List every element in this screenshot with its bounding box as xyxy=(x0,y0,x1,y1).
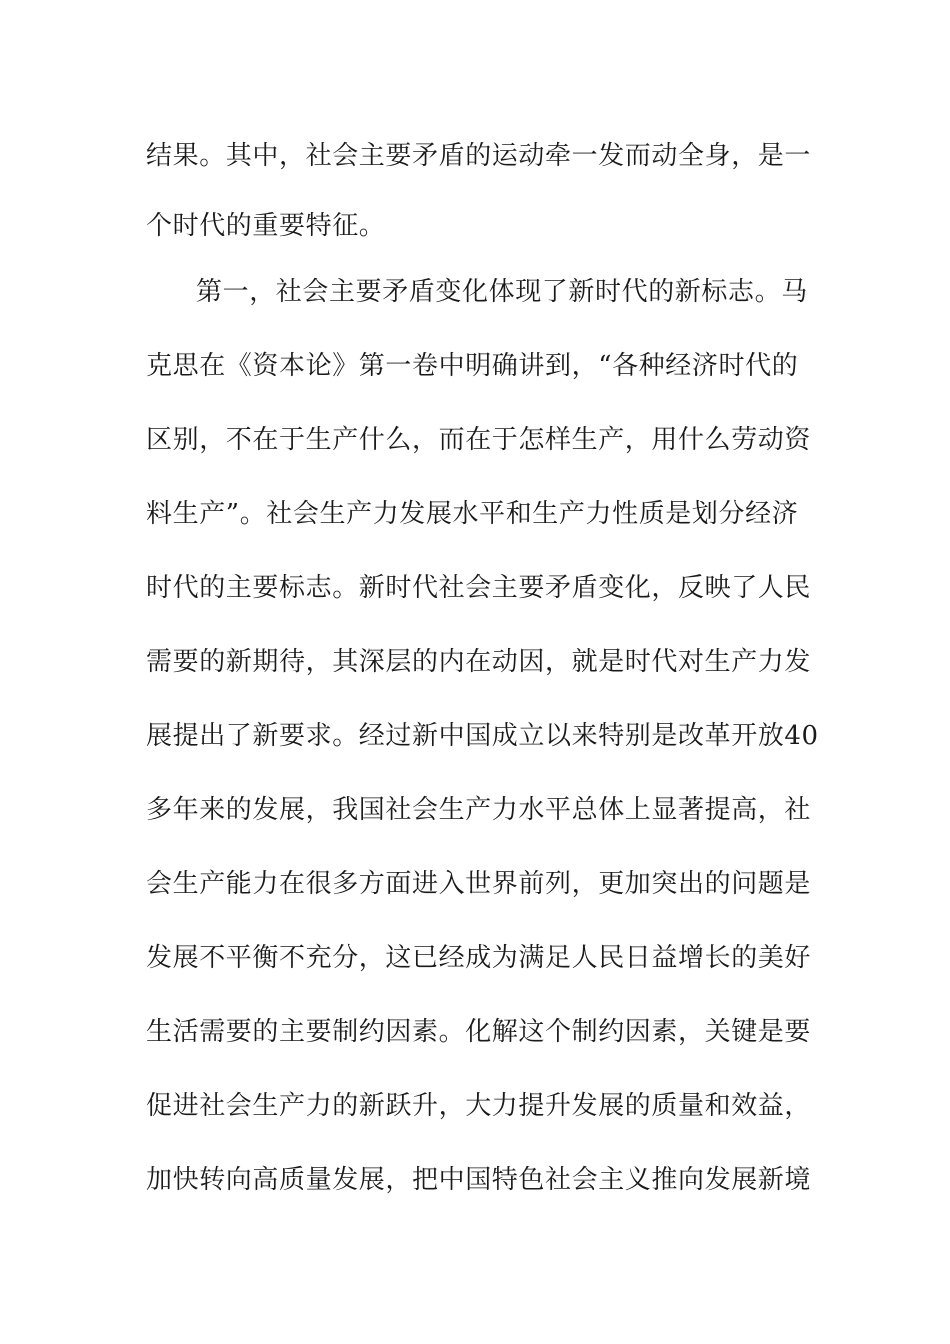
text-line: 生活需要的主要制约因素。化解这个制约因素，关键是要 xyxy=(146,1017,812,1047)
text-line: 克思在《资本论》第一卷中明确讲到，“各种经济时代的 xyxy=(146,351,799,381)
text-line: 发展不平衡不充分，这已经成为满足人民日益增长的美好 xyxy=(146,943,812,973)
text-line: 区别，不在于生产什么，而在于怎样生产，用什么劳动资 xyxy=(146,425,812,455)
text-line: 个时代的重要特征。 xyxy=(146,211,386,241)
text-line: 展提出了新要求。经过新中国成立以来特别是改革开放40 xyxy=(146,721,819,751)
text-line: 料生产”。社会生产力发展水平和生产力性质是划分经济 xyxy=(146,499,799,529)
text-line: 会生产能力在很多方面进入世界前列，更加突出的问题是 xyxy=(146,869,812,899)
text-line: 需要的新期待，其深层的内在动因，就是时代对生产力发 xyxy=(146,647,812,677)
text-line: 结果。其中，社会主要矛盾的运动牵一发而动全身，是一 xyxy=(146,141,812,171)
paragraph-first-line: 第一，社会主要矛盾变化体现了新时代的新标志。马 xyxy=(196,277,808,307)
text-line: 促进社会生产力的新跃升，大力提升发展的质量和效益， xyxy=(146,1091,812,1121)
text-line: 多年来的发展，我国社会生产力水平总体上显著提高，社 xyxy=(146,795,812,825)
text-line: 加快转向高质量发展，把中国特色社会主义推向发展新境 xyxy=(146,1165,812,1195)
text-line: 时代的主要标志。新时代社会主要矛盾变化，反映了人民 xyxy=(146,573,812,603)
